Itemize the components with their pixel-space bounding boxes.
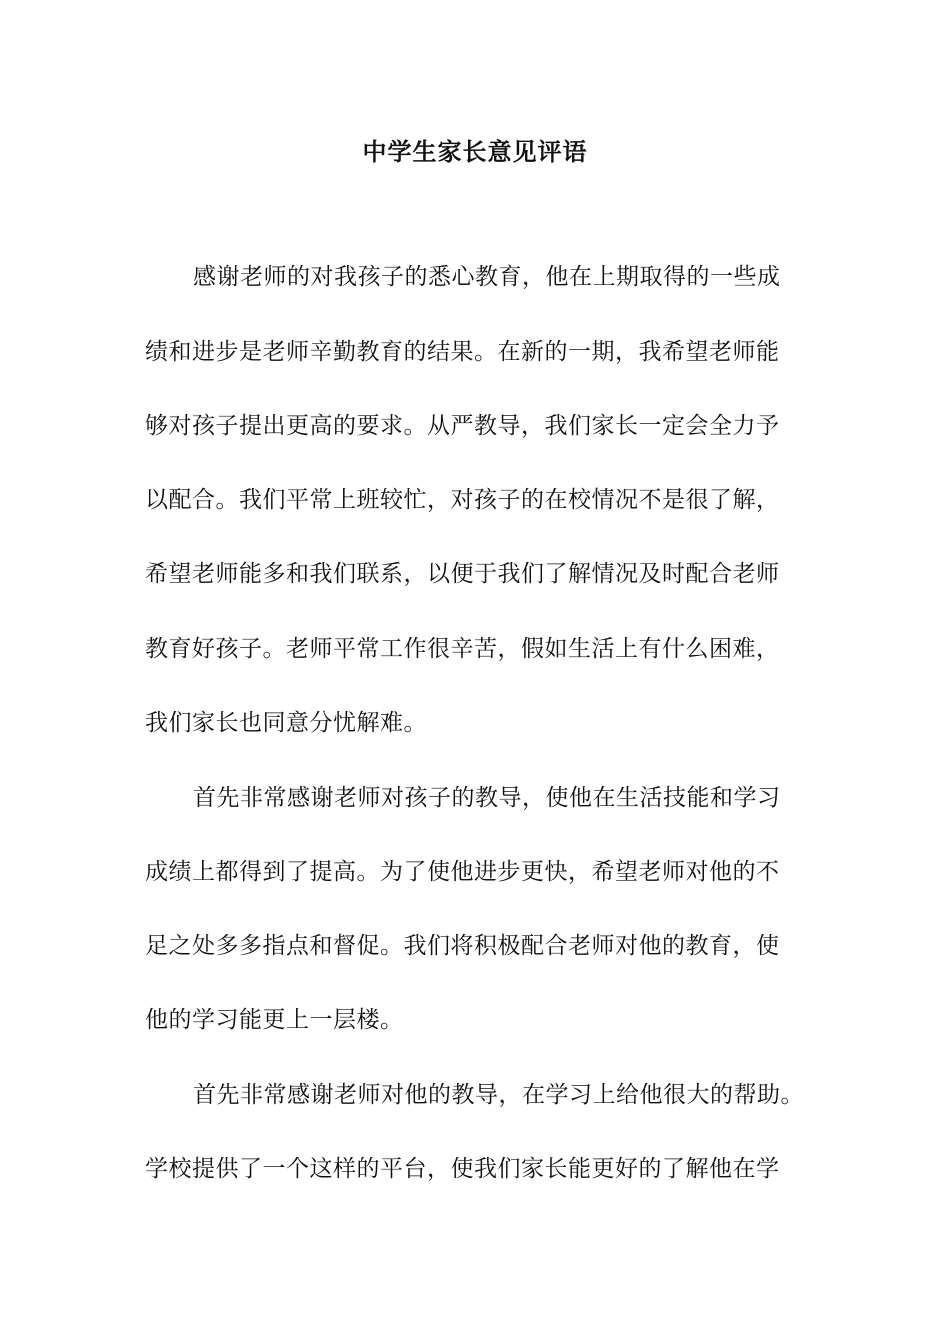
paragraph-1-line-1: 感谢老师的对我孩子的悉心教育，他在上期取得的一些成 bbox=[193, 264, 781, 290]
paragraph-1-line-6: 教育好孩子。老师平常工作很辛苦，假如生活上有什么困难， bbox=[145, 636, 780, 662]
paragraph-3-line-1: 首先非常感谢老师对他的教导，在学习上给他很大的帮助。 bbox=[193, 1082, 804, 1108]
paragraph-2-line-2: 成绩上都得到了提高。为了使他进步更快，希望老师对他的不 bbox=[145, 859, 780, 885]
paragraph-1-line-2: 绩和进步是老师辛勤教育的结果。在新的一期，我希望老师能 bbox=[145, 339, 780, 365]
paragraph-1-line-7: 我们家长也同意分忧解难。 bbox=[145, 710, 427, 736]
paragraph-2-line-1: 首先非常感谢老师对孩子的教导，使他在生活技能和学习 bbox=[193, 785, 781, 811]
paragraph-1-line-5: 希望老师能多和我们联系，以便于我们了解情况及时配合老师 bbox=[145, 561, 780, 587]
paragraph-1-line-3: 够对孩子提出更高的要求。从严教导，我们家长一定会全力予 bbox=[145, 413, 780, 439]
paragraph-2-line-4: 他的学习能更上一层楼。 bbox=[145, 1007, 404, 1033]
document-title: 中学生家长意见评语 bbox=[362, 137, 588, 166]
paragraph-3-line-2: 学校提供了一个这样的平台，使我们家长能更好的了解他在学 bbox=[145, 1156, 780, 1182]
paragraph-2-line-3: 足之处多多指点和督促。我们将积极配合老师对他的教育，使 bbox=[145, 933, 780, 959]
paragraph-1-line-4: 以配合。我们平常上班较忙，对孩子的在校情况不是很了解， bbox=[145, 487, 780, 513]
